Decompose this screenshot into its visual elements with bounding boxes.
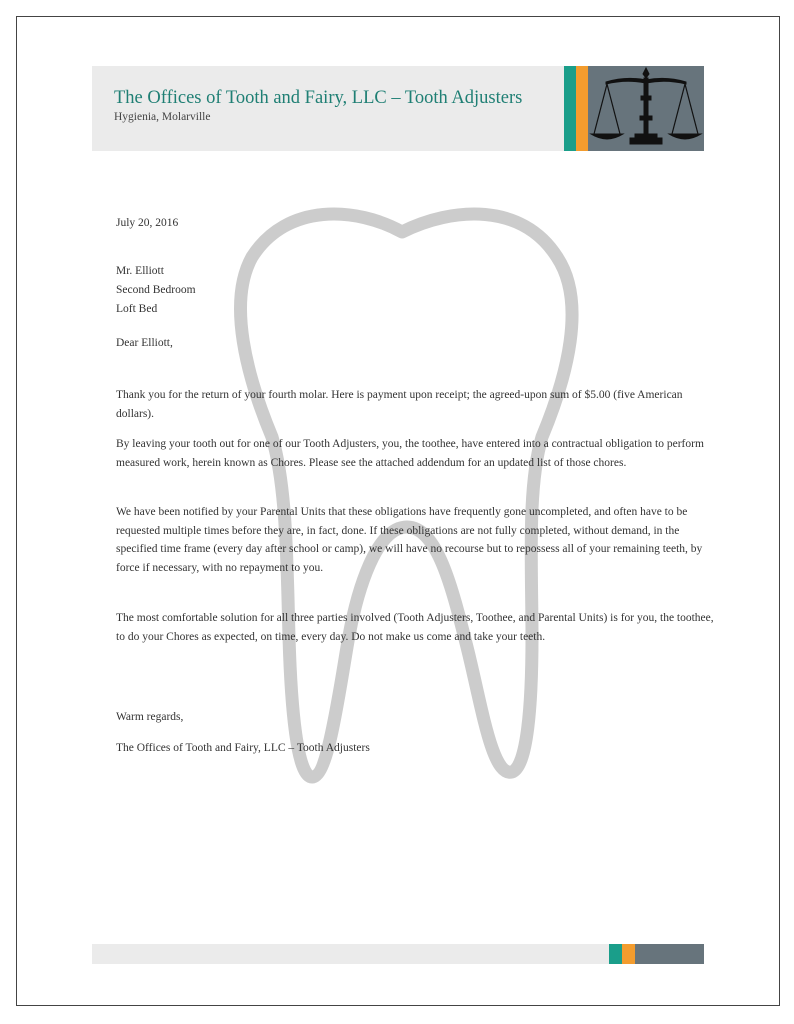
body-paragraph: We have been notified by your Parental Units that these obligations have frequently gone uncompleted, and often have to be requested multiple times before they are, in fact, done. If these obligations are not fully completed, without demand, in the specified time frame (every day after school or camp), we will have no recourse but to repossess all of your remaining teeth, by force if necessary, with no repayment to you. xyxy=(116,506,703,574)
letter-date: July 20, 2016 xyxy=(116,217,179,229)
teal-stripe xyxy=(564,66,576,151)
footer-orange-block xyxy=(622,944,635,964)
scales-of-justice-icon xyxy=(588,66,704,151)
footer-band xyxy=(92,944,704,964)
recipient-address xyxy=(116,262,196,319)
footer-teal-block xyxy=(609,944,622,964)
recipient-line: Loft Bed xyxy=(116,303,158,315)
closing: Warm regards, xyxy=(116,711,184,723)
body-paragraph: By leaving your tooth out for one of our Tooth Adjusters, you, the toothee, have entered into a contractual obligation to perform measured work, herein known as Chores. Please see the attached addendum for an updated list of those chores. xyxy=(116,438,704,469)
footer-slate-block xyxy=(635,944,704,964)
orange-stripe xyxy=(576,66,588,151)
recipient-line: Second Bedroom xyxy=(116,284,196,296)
logo-box xyxy=(588,66,704,151)
signature: The Offices of Tooth and Fairy, LLC – Tooth Adjusters xyxy=(116,742,370,754)
letterhead-subtitle: Hygienia, Molarville xyxy=(114,111,211,123)
body-paragraph: Thank you for the return of your fourth molar. Here is payment upon receipt; the agreed-upon sum of $5.00 (five American dollars). xyxy=(116,389,683,420)
letter-page xyxy=(16,16,780,1006)
letterhead-title: The Offices of Tooth and Fairy, LLC – Tooth Adjusters xyxy=(114,88,523,108)
salutation: Dear Elliott, xyxy=(116,337,173,349)
recipient-name: Mr. Elliott xyxy=(116,265,164,277)
letterhead xyxy=(92,66,704,151)
body-paragraph: The most comfortable solution for all three parties involved (Tooth Adjusters, Toothee, and Parental Units) is for you, the toothee, to do your Chores as expected, on time, every day. Do not make us come and take your teeth. xyxy=(116,612,714,643)
